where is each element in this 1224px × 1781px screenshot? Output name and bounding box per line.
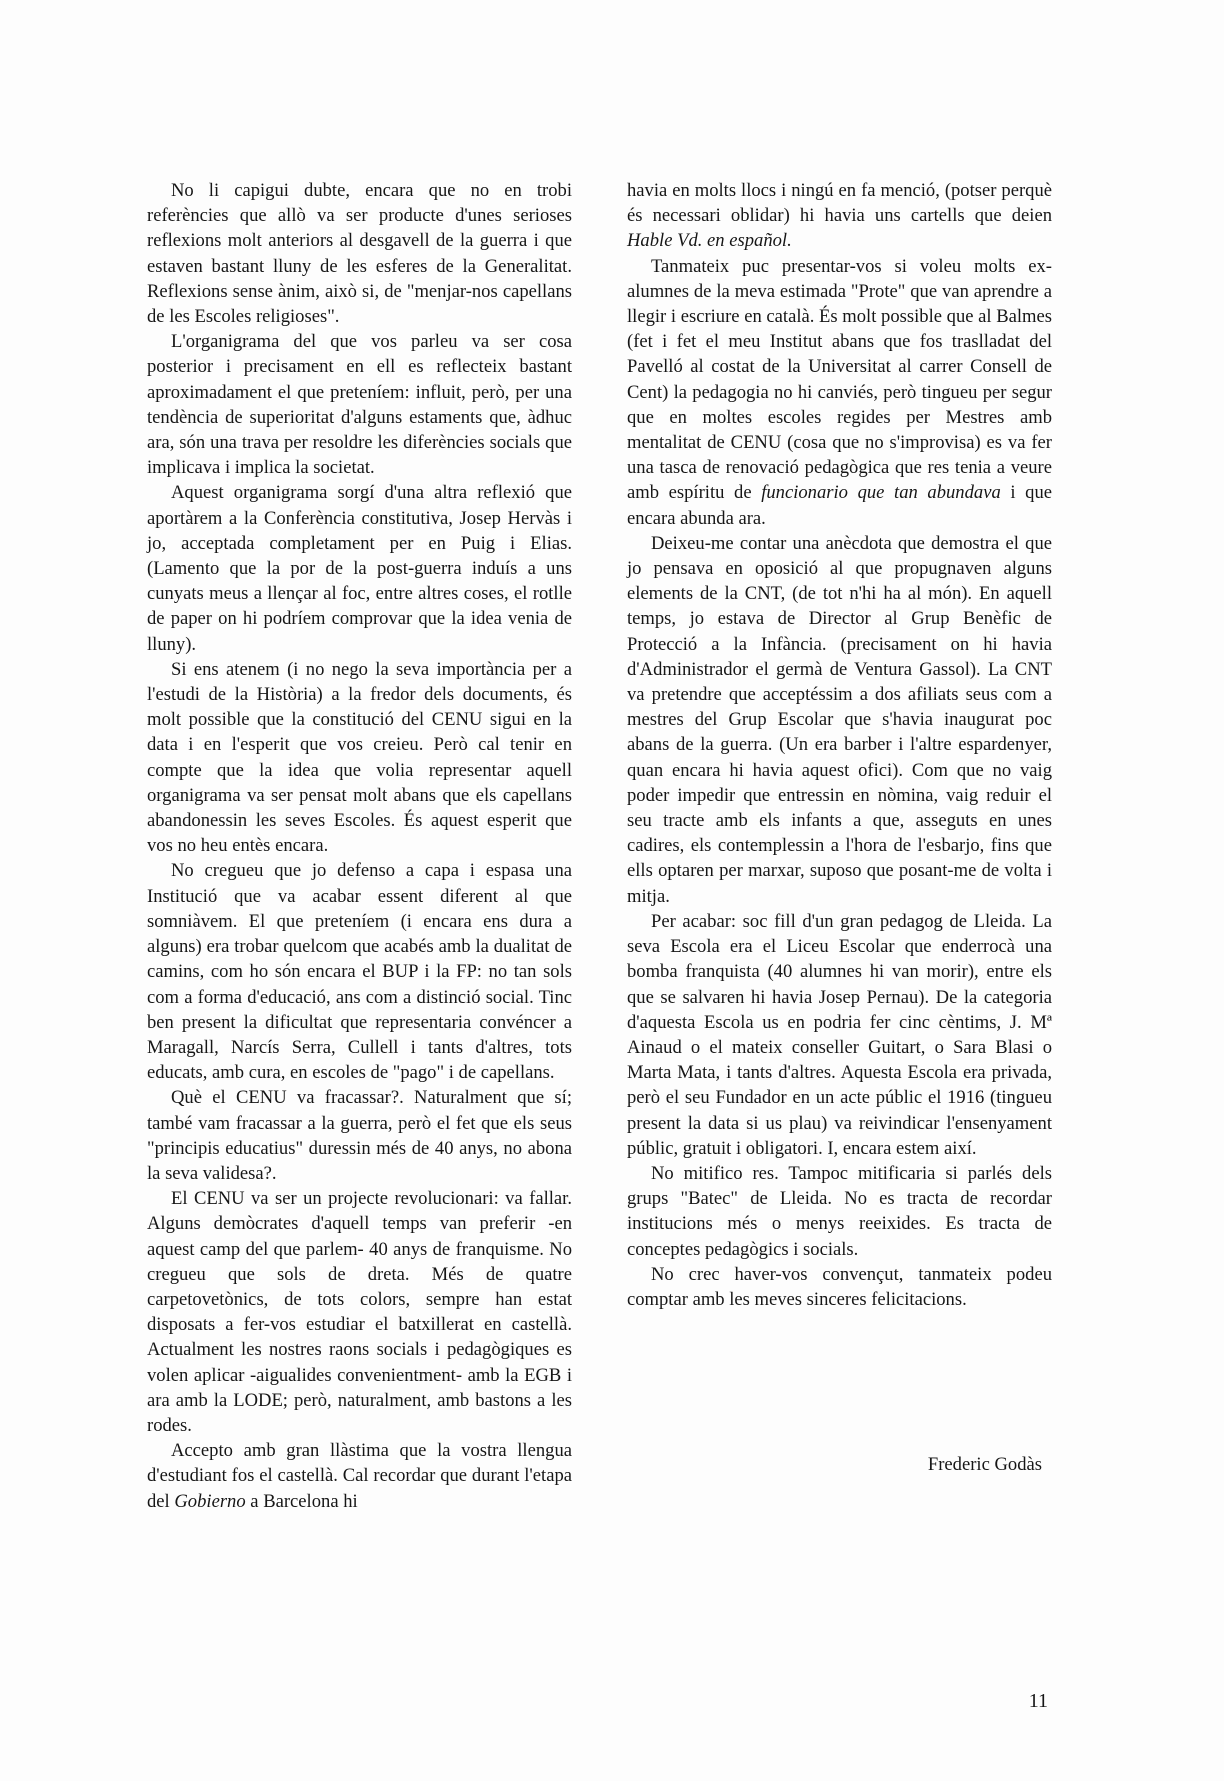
text-run: Tanmateix puc presentar-vos si voleu molts ex-alumnes de la meva estimada "Prote" que van aprendre a llegir i escriure en català. És molt possible que al Balmes (fet i fet el meu Institut abans que fos traslladat del Pavelló al costat de la Universitat al carrer Consell de Cent) la pedagogia no hi canviés, però tingueu per segur que en moltes escoles regides per Mestres amb mentalitat de CENU (cosa que no s'improvisa) es va fer una tasca de renovació pedagògica que res tenia a veure amb espíritu de: [627, 255, 1052, 504]
paragraph: El CENU va ser un projecte revolucionari: va fallar. Alguns demòcrates d'aquell temps van preferir -en aquest camp del que parlem- 40 anys de franquisme. No cregueu que sols de dreta. Més de quatre carpetovetònics, de tots colors, sempre han estat disposats a fer-vos estudiar el batxillerat en castellà. Actualment les nostres raons socials i pedagògiques es volen aplicar -aigualides convenientment- amb la EGB i ara amb la LODE; però, naturalment, amb bastons a les rodes.: [147, 1188, 572, 1436]
paragraph: Deixeu-me contar una anècdota que demostra el que jo pensava en oposició al que propugnaven alguns elements de la CNT, (de tot n'hi ha al món). En aquell temps, jo estava de Director al Grup Benèfic de Protecció a la Infància. (precisament on hi havia d'Administrador el germà de Ventura Gassol). La CNT va pretendre que acceptéssim a dos afiliats seus com a mestres del Grup Escolar que s'havia inaugurat poc abans de la guerra. (Un era barber i l'altre espardenyer, quan encara hi havia aquest ofici). Com que no vaig poder impedir que entressin en nòmina, vaig reduir el seu tracte amb els infants a que, asseguts en unes cadires, els contemplessin a l'hora de l'esbarjo, fins que ells optaren per marxar, suposo que posant-me de volta i mitja.: [627, 532, 1052, 907]
text-run: a Barcelona hi: [245, 1490, 358, 1512]
italic-text: Hable Vd. en español.: [627, 230, 792, 252]
left-column: [147, 178, 572, 1514]
italic-text: funcionario que tan abundava: [761, 482, 1001, 504]
text-run: i que encara abunda ara.: [627, 482, 1052, 529]
paragraph: No crec haver-vos convençut, tanmateix podeu comptar amb les meves sinceres felicitacions.: [627, 1263, 1052, 1310]
author-signature: Frederic Godàs: [927, 1454, 1042, 1475]
paragraph: [627, 178, 1052, 254]
paragraph: Si ens atenem (i no nego la seva importància per a l'estudi de la Història) a la fredor dels documents, és molt possible que la constitució del CENU sigui en la data i en l'esperit que vos creieu. Però cal tenir en compte que la idea que volia representar aquell organigrama va ser pensat molt abans que els capellans abandonessin les seves Escoles. És aquest esperit que vos no heu entès encara.: [147, 658, 572, 857]
paragraph: Per acabar: soc fill d'un gran pedagog de Lleida. La seva Escola era el Liceu Escolar que enderrocà una bomba franquista (40 alumnes hi van morir), entre els que se salvaren hi havia Josep Pernau). De la categoria d'aquesta Escola us en podria fer cinc cèntims, J. Mª Ainaud o el mateix conseller Guitart, o Sara Blasi o Marta Mata, i tants d'altres. Aquesta Escola era privada, però el seu Fundador en un acte públic el 1916 (tingueu present la data si us plau) va reivindicar l'ensenyament públic, gratuit i obligatori. I, encara estem així.: [627, 910, 1052, 1159]
italic-text: Gobierno: [174, 1490, 246, 1512]
paragraph: [627, 254, 1052, 531]
paragraph: Aquest organigrama sorgí d'una altra reflexió que aportàrem a la Conferència constitutiva, Josep Hervàs i jo, acceptada completament per en Puig i Elias. (Lamento que la por de la post-guerra induís a uns cunyats meus a llençar al foc, entre altres coses, el rotlle de paper on hi podríem comprovar que la idea venia de lluny).: [147, 482, 572, 655]
paragraph: L'organigrama del que vos parleu va ser cosa posterior i precisament en ell es reflecteix bastant aproximadament el que preteníem: influit, però, per una tendència de superioritat d'alguns estaments que, àdhuc ara, són una trava per resoldre les diferències socials que implicava i implica la societat.: [147, 331, 572, 479]
paragraph: Què el CENU va fracassar?. Naturalment que sí; també vam fracassar a la guerra, però el fet que els seus "principis educatius" duressin més de 40 anys, no abona la seva validesa?.: [147, 1087, 572, 1184]
paragraph: No mitifico res. Tampoc mitificaria si parlés dels grups "Batec" de Lleida. No es tracta de recordar institucions més o menys reeixides. Es tracta de conceptes pedagògics i socials.: [627, 1162, 1052, 1260]
paragraph: No cregueu que jo defenso a capa i espasa una Institució que va acabar essent diferent al que somniàvem. El que preteníem (i encara ens dura a alguns) era trobar quelcom que acabés amb la dualitat de camins, com ho són encara el BUP i la FP: no tan sols com a forma d'educació, ans com a distinció social. Tinc ben present la dificultat que representaria convéncer a Maragall, Narcís Serra, Cullell i tants d'altres, tots educats, amb cura, en escoles de "pago" i de capellans.: [147, 860, 572, 1084]
paragraph: [147, 1438, 572, 1514]
page-number: 11: [1028, 1690, 1048, 1712]
text-run: Accepto amb gran llàstima que la vostra llengua d'estudiant fos el castellà. Cal recordar que durant l'etapa del: [147, 1440, 572, 1512]
text-run: havia en molts llocs i ningú en fa menció, (potser perquè és necessari oblidar) hi havia uns cartells que deien: [627, 180, 1052, 227]
paragraph: No li capigui dubte, encara que no en trobi referències que allò va ser producte d'unes serioses reflexions molt anteriors al desgavell de la guerra i que estaven bastant lluny de les esferes de la Generalitat. Reflexions sense ànim, això si, de "menjar-nos capellans de les Escoles religioses".: [147, 180, 572, 328]
right-column: [627, 178, 1052, 1312]
